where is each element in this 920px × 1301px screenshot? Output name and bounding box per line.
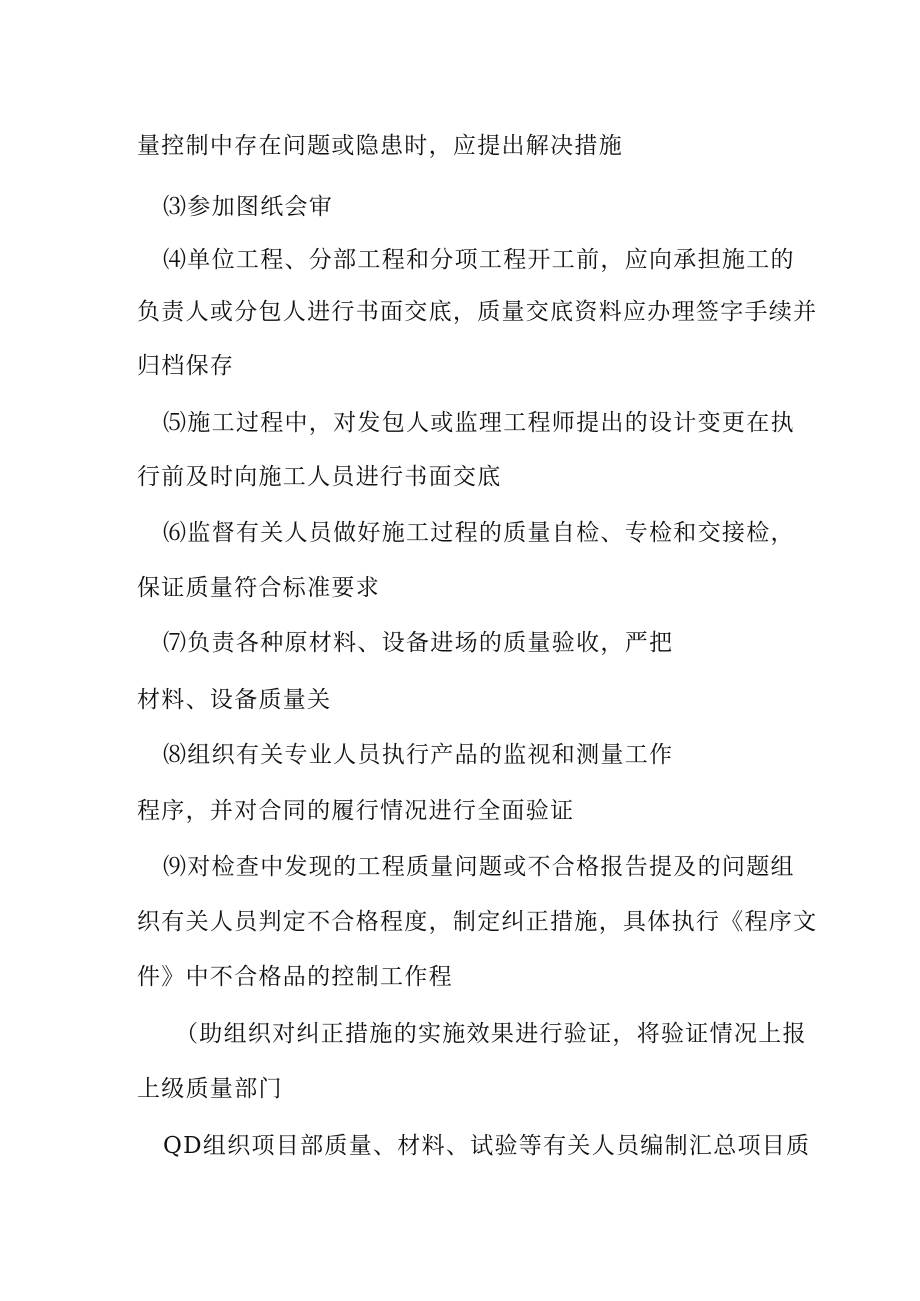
text-line: ⑶参加图纸会审 xyxy=(163,194,334,220)
text-line: QD组织项目部质量、材料、试验等有关人员编制汇总项目质 xyxy=(163,1133,811,1159)
text-line: 织有关人员判定不合格程度，制定纠正措施，具体执行《程序文 xyxy=(137,909,818,935)
text-line: 行前及时向施工人员进行书面交底 xyxy=(137,464,502,490)
text-line: ⑼对检查中发现的工程质量问题或不合格报告提及的问题组 xyxy=(163,854,795,880)
text-line: 程序，并对合同的履行情况进行全面验证 xyxy=(137,798,575,824)
text-line: 量控制中存在问题或隐患时，应提出解决措施 xyxy=(137,133,623,159)
text-line: 归档保存 xyxy=(137,353,235,379)
text-line: 件》中不合格品的控制工作程 xyxy=(137,964,453,990)
text-line: ⑹监督有关人员做好施工过程的质量自检、专检和交接检， xyxy=(163,520,795,546)
text-line: ⑻组织有关专业人员执行产品的监视和测量工作 xyxy=(163,742,674,768)
text-line: ⑷单位工程、分部工程和分项工程开工前，应向承担施工的 xyxy=(163,247,795,273)
text-line: ⑺负责各种原材料、设备进场的质量验收，严把 xyxy=(163,630,674,656)
text-line: （助组织对纠正措施的实施效果进行验证，将验证情况上报 xyxy=(175,1021,807,1047)
text-line: 保证质量符合标准要求 xyxy=(137,575,380,601)
text-line: 上级质量部门 xyxy=(137,1076,283,1102)
text-line: 材料、设备质量关 xyxy=(137,687,332,713)
text-line: 负责人或分包人进行书面交底，质量交底资料应办理签字手续并 xyxy=(137,299,818,325)
text-line: ⑸施工过程中，对发包人或监理工程师提出的设计变更在执 xyxy=(163,410,795,436)
